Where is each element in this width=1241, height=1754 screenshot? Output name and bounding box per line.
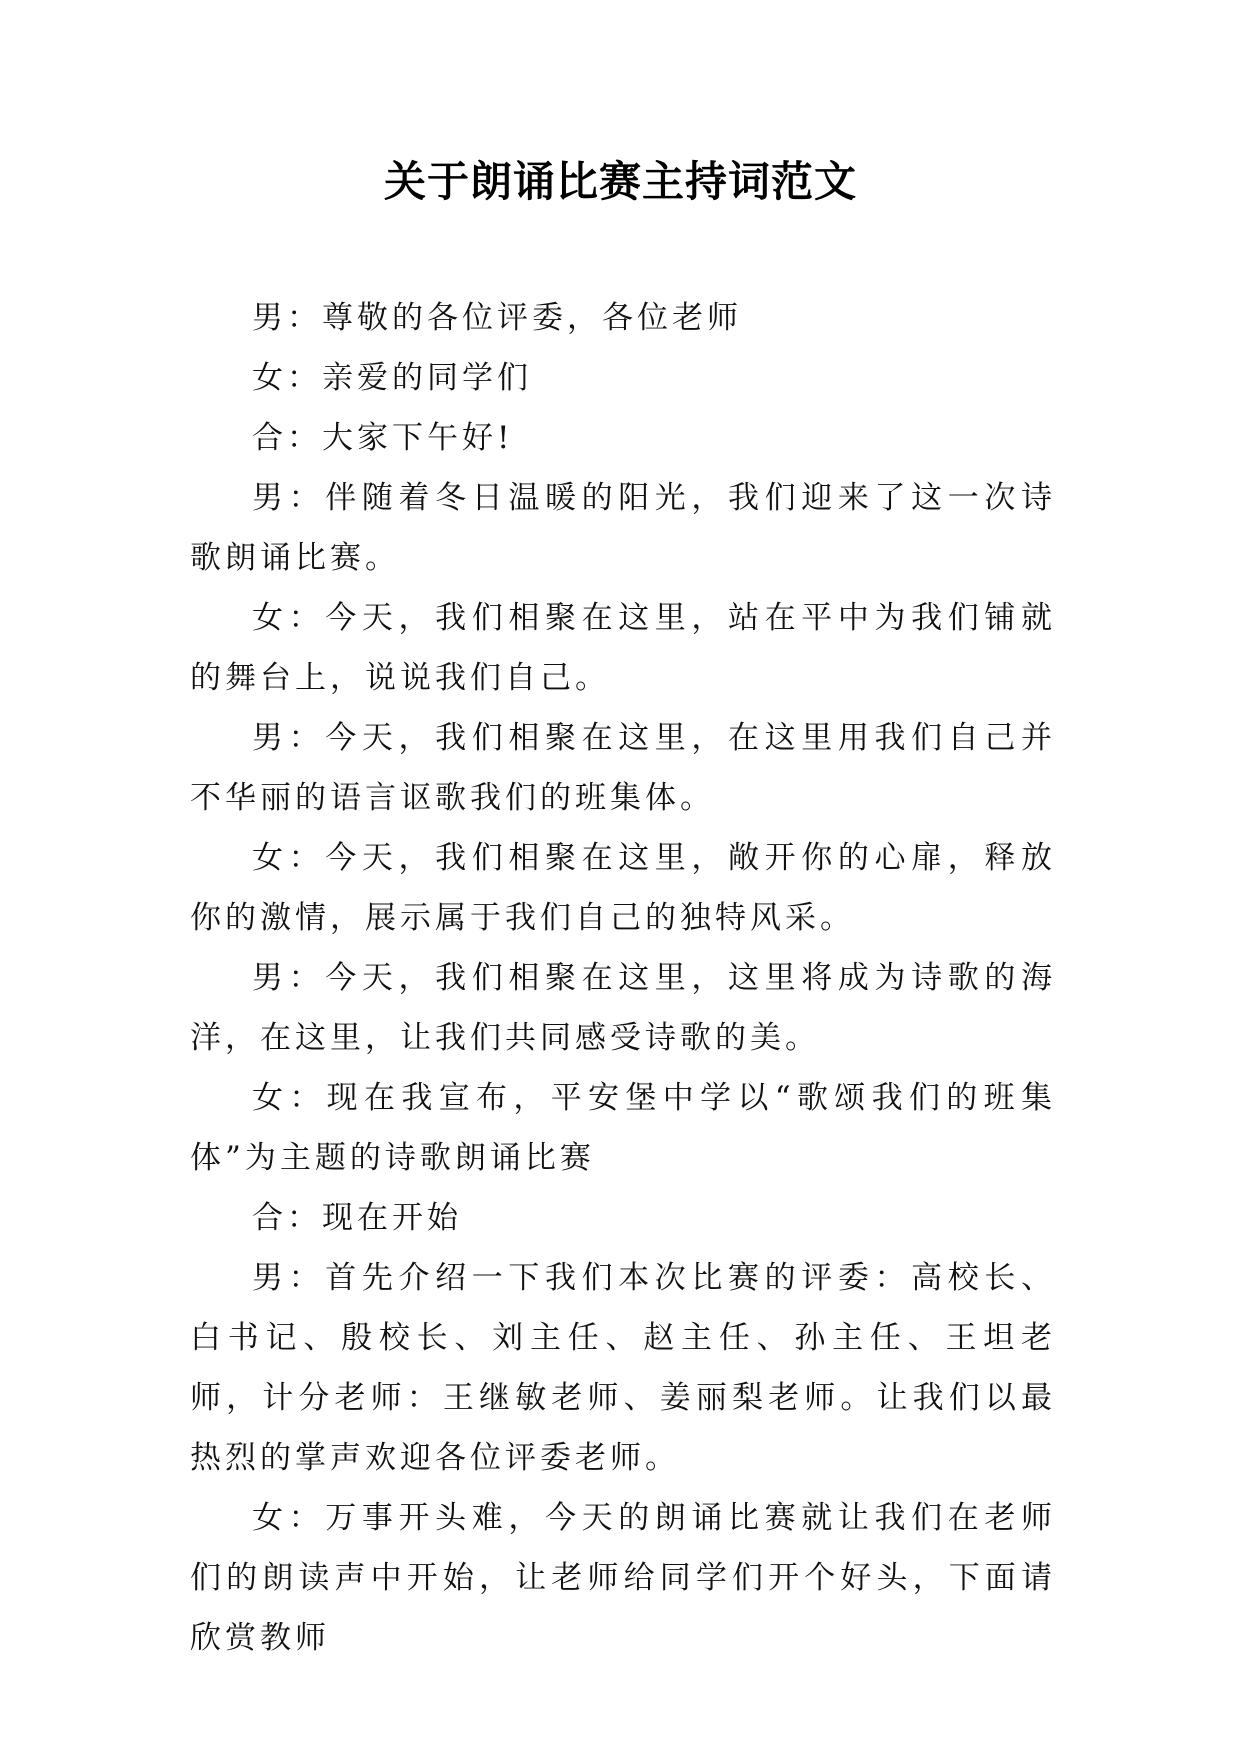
paragraph: 男：今天，我们相聚在这里，在这里用我们自己并不华丽的语言讴歌我们的班集体。 <box>190 720 1056 816</box>
paragraph: 女：现在我宣布，平安堡中学以“歌颂我们的班集体”为主题的诗歌朗诵比赛 <box>190 1080 1056 1176</box>
paragraph: 男：尊敬的各位评委，各位老师 <box>252 300 742 336</box>
paragraph: 合：现在开始 <box>252 1200 462 1236</box>
paragraph: 女：今天，我们相聚在这里，敞开你的心扉，释放你的激情，展示属于我们自己的独特风采。 <box>190 840 1056 936</box>
paragraph: 男：首先介绍一下我们本次比赛的评委：高校长、白书记、殷校长、刘主任、赵主任、孙主任、王坦老师，计分老师：王继敏老师、姜丽梨老师。让我们以最热烈的掌声欢迎各位评委老师。 <box>190 1260 1056 1476</box>
paragraph: 男：伴随着冬日温暖的阳光，我们迎来了这一次诗歌朗诵比赛。 <box>190 480 1056 576</box>
paragraph: 女：今天，我们相聚在这里，站在平中为我们铺就的舞台上，说说我们自己。 <box>190 600 1056 696</box>
paragraph: 合：大家下午好! <box>252 420 514 456</box>
paragraph: 男：今天，我们相聚在这里，这里将成为诗歌的海洋，在这里，让我们共同感受诗歌的美。 <box>190 960 1056 1056</box>
paragraph: 女：万事开头难，今天的朗诵比赛就让我们在老师们的朗读声中开始，让老师给同学们开个好头，下面请欣赏教师 <box>190 1500 1056 1656</box>
document-body <box>190 288 1056 1668</box>
document-title: 关于朗诵比赛主持词范文 <box>383 157 857 206</box>
paragraph: 女：亲爱的同学们 <box>252 360 532 396</box>
